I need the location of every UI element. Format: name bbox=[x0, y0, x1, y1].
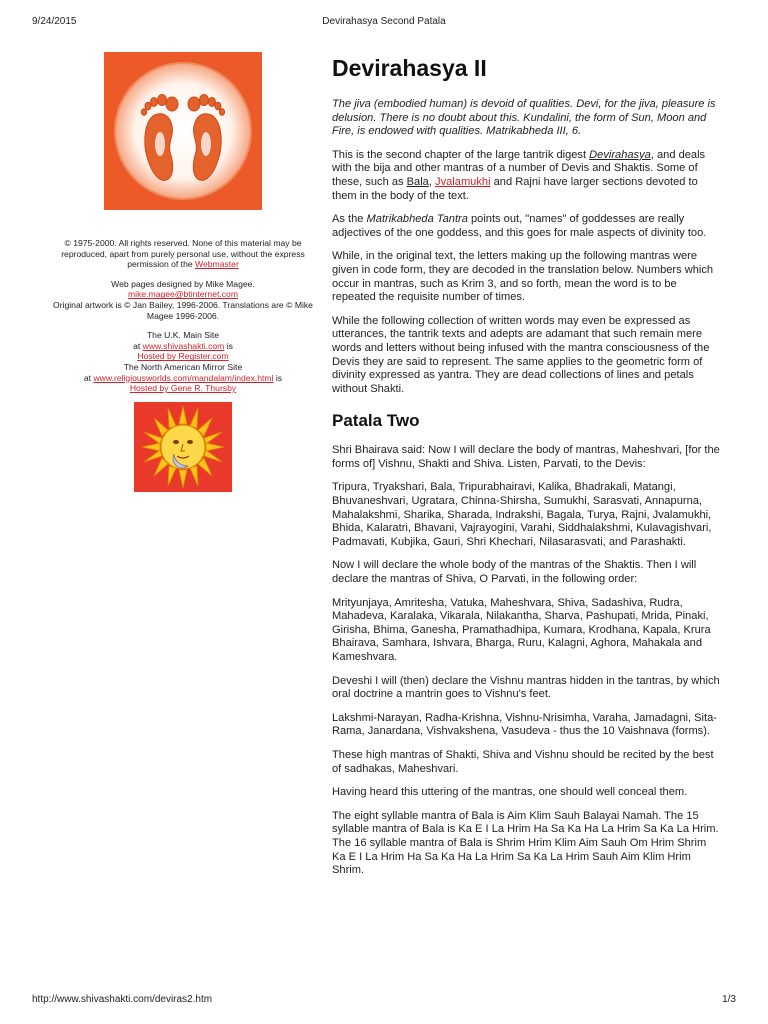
print-footer bbox=[32, 994, 736, 1008]
artwork-credit: Original artwork is © Jan Bailey, 1996-2006. Translations are © Mike Magee 1996-2006. bbox=[53, 299, 313, 321]
footprints-artwork bbox=[104, 52, 262, 210]
intro-paragraph: This is the second chapter of the large tantrik digest Devirahasya, and deals with the bija and other mantras of a number of Devis and Shaktis. Some of these, such as Bala, Jvalamukhi and Rajni have larger sections devoted to them in the body of the text. bbox=[332, 148, 706, 202]
body-paragraph: Tripura, Tryakshari, Bala, Tripurabhairavi, Kalika, Bhadrakali, Matangi, Bhuvaneshvari, Ugratara, Chinna-Shirsha, Sumukhi, Sarasvati, Annapurna, Mahalakshmi, Sharika, Sharada, Indrakshi, Bagala, Turya, Rajni, Jvalamukhi, Bhida, Kalaratri, Bhavani, Vajrayogini, Varahi, Siddhalakshmi, Kulavagishvari, Padmavati, Kubjika, Gauri, Shri Khechari, Nilasarasvati, and Parashakti. bbox=[332, 481, 712, 548]
register-host-link[interactable]: Hosted by Register.com bbox=[137, 351, 229, 362]
decoding-paragraph: While, in the original text, the letters making up the following mantras were given in code form, they are decoded in the translation below. Numbers which occur in mantras, such as Krim 3, and so forth, mean the word is to be repeated the requisite number of times. bbox=[332, 250, 714, 304]
body-paragraph: The eight syllable mantra of Bala is Aim Klim Sauh Balayai Namah. The 15 syllable mantra of Bala is Ka E I La Hrim Ha Sa Ka Ha La Hrim Sa Ka La Hrim. The 16 syllable mantra of Bala is Shrim Hrim Klim Aim Sauh Om Hrim Shrim Ka E I La Hrim Ha Sa Ka Ha La Hrim Sa Ka La Hrim Sauh Aim Klim Hrim Shrim. bbox=[332, 809, 719, 877]
bala-link[interactable]: Bala bbox=[406, 175, 429, 188]
na-mirror-label: The North American Mirror Site bbox=[123, 361, 243, 372]
main-content bbox=[332, 52, 722, 888]
body-paragraph: Mrityunjaya, Amritesha, Vatuka, Maheshvara, Shiva, Sadashiva, Rudra, Mahadeva, Karalaka, Vikarala, Nilakantha, Sharva, Pashupati, Mrida, Pinaki, Girisha, Bhima, Ganesha, Pramathadhipa, Kumara, Krodhana, Kapala, Krura Bhairava, Samhara, Ishvara, Bharga, Ruru, Kalagni, Aghora, Mahakala and Kameshvara. bbox=[332, 596, 711, 663]
jvalamukhi-link[interactable]: Jvalamukhi bbox=[435, 175, 491, 188]
page-title: Devirahasya II bbox=[332, 55, 487, 81]
gene-host-link[interactable]: Hosted by Gene R. Thursby bbox=[129, 383, 237, 394]
page-url: http://www.shivashakti.com/deviras2.htm bbox=[32, 994, 213, 1005]
body-paragraph: Lakshmi-Narayan, Radha-Krishna, Vishnu-Nrisimha, Varaha, Jamadagni, Sita-Rama, Janardana, Vishvakshena, Vasudeva - thus the 10 Vaishnava (forms). bbox=[332, 711, 717, 738]
devirahasya-link[interactable]: Devirahasya bbox=[589, 148, 651, 161]
sidebar bbox=[48, 52, 318, 492]
matrikabheda-paragraph: As the Matrikabheda Tantra points out, "names" of goddesses are really adjectives of the one goddess, and this goes for male aspects of divinity too. bbox=[332, 213, 707, 239]
sun-moon-artwork bbox=[134, 402, 232, 492]
print-date: 9/24/2015 bbox=[32, 16, 77, 27]
body-paragraph: Deveshi I will (then) declare the Vishnu mantras hidden in the tantras, by which oral doctrine a mantrin goes to Vishnu's feet. bbox=[332, 674, 720, 701]
body-paragraph: These high mantras of Shakti, Shiva and Vishnu should be recited by the best of sadhakas, Maheshvari. bbox=[332, 748, 714, 775]
shakti-paragraph: While the following collection of written words may even be expressed as utterances, the tantrik texts and adepts are adamant that such remain mere words and letters without being infused with the mantra consciousness of the Devis they are said to represent. The same applies to the geometric form of divinity expressed as yantra. They are dead collections of lines and petals without Shakti. bbox=[332, 314, 710, 395]
uk-site-label: The U.K. Main Site bbox=[146, 330, 220, 341]
epigraph-quote: The jiva (embodied human) is devoid of qualities. Devi, for the jiva, pleasure is delusion. There is no doubt about this. Kundalini, the form of Sun, Moon and Fire, is endowed with qualities. Matrikabheda III, 6. bbox=[332, 98, 716, 138]
email-link[interactable]: mike.magee@btinternet.com bbox=[128, 289, 238, 300]
na-mirror-link[interactable]: www.religiousworlds.com/mandalam/index.html bbox=[93, 372, 274, 383]
body-paragraph: Having heard this uttering of the mantras, one should well conceal them. bbox=[332, 786, 688, 799]
page-number: 1/3 bbox=[722, 994, 736, 1005]
body-paragraph: Shri Bhairava said: Now I will declare the body of mantras, Maheshvari, [for the forms of] Vishnu, Shakti and Shiva. Listen, Parvati, to the Devis: bbox=[332, 444, 720, 470]
uk-site-line: at www.shivashakti.com is bbox=[133, 340, 233, 351]
designer-credit: Web pages designed by Mike Magee. bbox=[111, 278, 255, 289]
print-header bbox=[32, 16, 736, 30]
print-title: Devirahasya Second Patala bbox=[322, 16, 446, 27]
uk-site-link[interactable]: www.shivashakti.com bbox=[142, 340, 225, 351]
copyright-text: © 1975-2000. All rights reserved. None of this material may be reproduced, apart from purely personal use, without the express permission of the Webmaster bbox=[61, 238, 305, 270]
footprints-icon bbox=[104, 52, 262, 210]
section-title: Patala Two bbox=[332, 411, 420, 431]
na-mirror-line: at www.religiousworlds.com/mandalam/index.html is bbox=[83, 372, 283, 383]
copyright-block bbox=[48, 238, 318, 394]
sun-face-icon bbox=[134, 402, 232, 492]
body-paragraph: Now I will declare the whole body of the mantras of the Shaktis. Then I will declare the mantras of Shiva, O Parvati, in the following order: bbox=[332, 559, 697, 586]
webmaster-link[interactable]: Webmaster bbox=[195, 259, 239, 270]
